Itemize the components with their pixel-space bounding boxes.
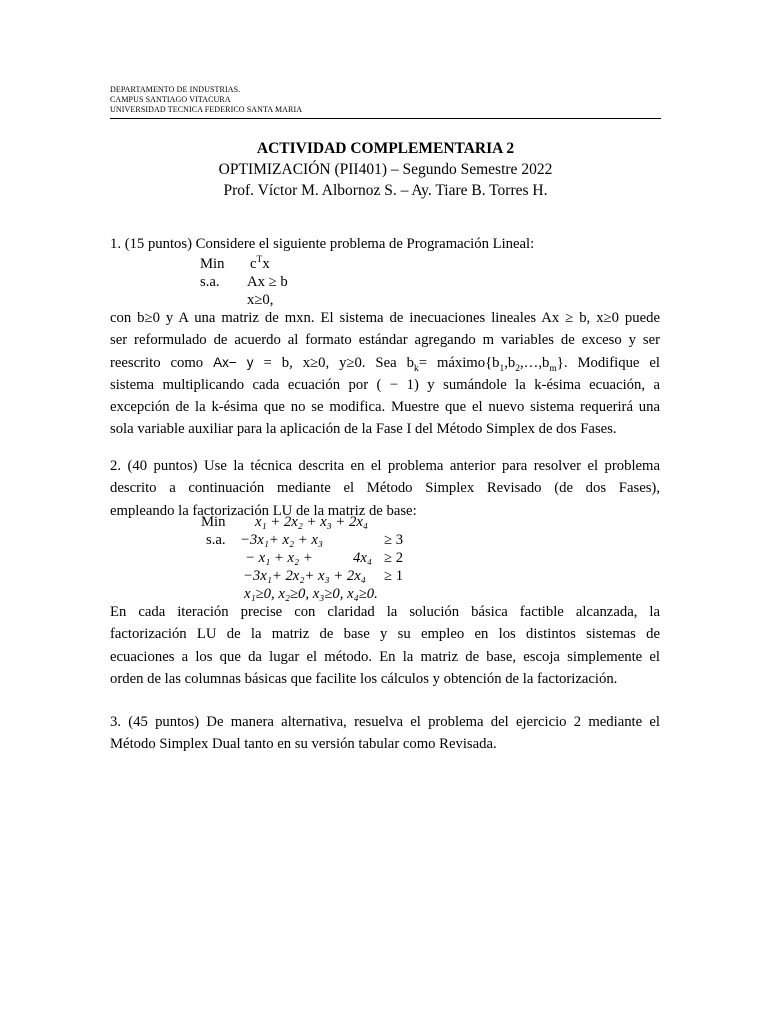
- q1-body: [110, 307, 660, 441]
- q2-constraint-1-rhs: ≥ 3: [384, 532, 404, 548]
- course-line: OPTIMIZACIÓN (PII401) – Segundo Semestre 2022: [218, 161, 553, 178]
- q3-line-2: Método Simplex Dual tanto en su versión tabular como Revisada.: [110, 736, 497, 753]
- header-divider: [110, 118, 661, 119]
- q2-constraint-1: −3x₁+ x₂ + x₃: [240, 532, 323, 548]
- q2-after-line-1: En cada iteración precise con claridad la solución básica factible alcanzada, la: [110, 604, 660, 620]
- university-header: UNIVERSIDAD TECNICA FEDERICO SANTA MARIA: [110, 105, 303, 114]
- q1-min-label: Min: [200, 256, 225, 272]
- q2-constraint-2-tail: 4x₄: [353, 550, 372, 566]
- q2-nonneg: x₁≥0, x₂≥0, x₃≥0, x₄≥0.: [244, 586, 378, 602]
- q2-line-3: empleando la factorización LU de la matriz de base:: [110, 502, 417, 519]
- q2-constraint-2: − x₁ + x₂ +: [245, 550, 313, 566]
- q2-objective: x₁ + 2x₂ + x₃ + 2x₄: [255, 514, 368, 530]
- q1-intro: 1. (15 puntos) Considere el siguiente problema de Programación Lineal:: [110, 236, 535, 252]
- q1-objective: $c^Tx$: [250, 255, 270, 272]
- q2-after-line-3: ecuaciones a los que da lugar el método. En la matriz de base, escoja simplemente el: [110, 648, 660, 665]
- staff-line: Prof. Víctor M. Albornoz S. – Ay. Tiare B. Torres H.: [223, 182, 548, 199]
- q2-constraint-3-rhs: ≥ 1: [384, 568, 404, 584]
- q2-after-line-4: orden de las columnas básicas que facilite los cálculos y obtención de la factorización.: [110, 670, 618, 687]
- q3-line-1: 3. (45 puntos) De manera alternativa, resuelva el problema del ejercicio 2 mediante el: [110, 714, 660, 730]
- q2-line-1: 2. (40 puntos) Use la técnica descrita en el problema anterior para resolver el problema: [110, 458, 660, 474]
- document-title: ACTIVIDAD COMPLEMENTARIA 2: [256, 140, 515, 157]
- q3-body: [110, 711, 660, 756]
- q2-sa-label: s.a.: [206, 532, 226, 548]
- q1-constraint: Ax ≥ b: [247, 274, 288, 290]
- department-header: DEPARTAMENTO DE INDUSTRIAS.: [110, 85, 241, 94]
- q2-line-2: descrito a continuación mediante el Método Simplex Revisado (de dos Fases),: [110, 480, 660, 497]
- q1-line-2: ser reformulado de acuerdo al formato estándar agregando m variables de exceso y ser: [110, 332, 660, 349]
- q2-instructions: [110, 601, 660, 690]
- q2-constraint-3: −3x₁+ 2x₂+ x₃ + 2x₄: [243, 568, 366, 584]
- q1-line-3: reescrito como Ax− y = b, x≥0, y≥0. Sea $b_k=$ $máximo\{b_1,b_2,\dots,b_m\}$. Modifique el: [110, 354, 660, 374]
- q2-constraint-2-rhs: ≥ 2: [384, 550, 404, 566]
- q2-body: [110, 455, 660, 522]
- q2-min-label: Min: [201, 514, 226, 530]
- q1-line-1: con b≥0 y A una matriz de mxn. El sistema de inecuaciones lineales Ax ≥ b, x≥0 puede: [110, 310, 660, 326]
- q1-sa-label: s.a.: [200, 274, 220, 290]
- q1-nonneg: x≥0,: [247, 292, 274, 308]
- q1-line-6: sola variable auxiliar para la aplicación de la Fase I del Método Simplex de dos Fases.: [110, 421, 617, 438]
- q2-after-line-2: factorización LU de la matriz de base y su empleo en los distintos sistemas de: [110, 626, 660, 643]
- q1-line-4: sistema multiplicando cada ecuación por ( − 1) y sumándole la k-ésima ecuación, a: [110, 376, 660, 393]
- campus-header: CAMPUS SANTIAGO VITACURA: [110, 95, 231, 104]
- q1-line-5: excepción de la k-ésima que no se modifica. Muestre que el nuevo sistema requerirá una: [110, 399, 660, 416]
